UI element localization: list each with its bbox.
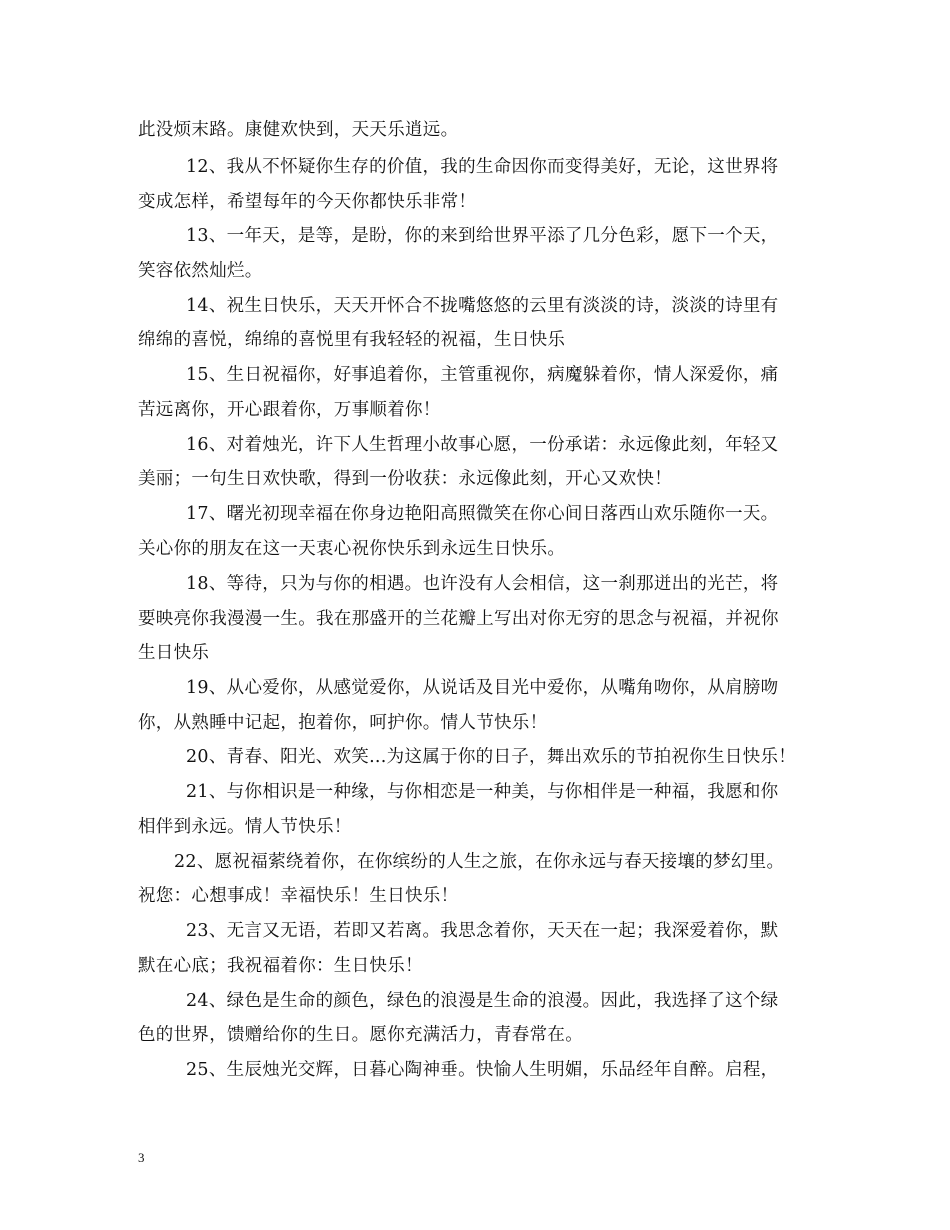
text-line: 苦远离你，开心跟着你，万事顺着你！	[138, 400, 441, 420]
text-line: 20、青春、阳光、欢笑...为这属于你的日子，舞出欢乐的节拍祝你生日快乐！	[186, 747, 797, 767]
text-line: 默在心底；我祝福着你：生日快乐！	[138, 956, 423, 976]
text-line: 14、祝生日快乐，天天开怀合不拢嘴悠悠的云里有淡淡的诗，淡淡的诗里有	[186, 296, 779, 316]
text-line: 你，从熟睡中记起，抱着你，呵护你。情人节快乐！	[138, 713, 548, 733]
text-line: 22、愿祝福萦绕着你，在你缤纷的人生之旅，在你永远与春天接壤的梦幻里。	[174, 852, 785, 872]
text-line: 17、曙光初现幸福在你身边艳阳高照微笑在你心间日落西山欢乐随你一天。	[186, 504, 779, 524]
text-line: 24、绿色是生命的颜色，绿色的浪漫是生命的浪漫。因此，我选择了这个绿	[186, 991, 779, 1011]
text-line: 19、从心爱你，从感觉爱你，从说话及目光中爱你，从嘴角吻你，从肩膀吻	[186, 678, 779, 698]
text-line: 要映亮你我漫漫一生。我在那盛开的兰花瓣上写出对你无穷的思念与祝福，并祝你	[138, 609, 779, 629]
text-line: 16、对着烛光，许下人生哲理小故事心愿，一份承诺：永远像此刻，年轻又	[186, 435, 779, 455]
text-line: 关心你的朋友在这一天衷心祝你快乐到永远生日快乐。	[138, 539, 566, 559]
text-line: 18、等待，只为与你的相遇。也许没有人会相信，这一刹那迸出的光芒，将	[186, 574, 779, 594]
text-line: 25、生辰烛光交辉，日暮心陶神垂。快愉人生明媚，乐品经年自醉。启程，	[186, 1060, 779, 1080]
text-line: 生日快乐	[138, 643, 210, 663]
text-line: 此没烦末路。康健欢快到，天天乐逍远。	[138, 120, 459, 140]
text-line: 美丽；一句生日欢快歌，得到一份收获：永远像此刻，开心又欢快！	[138, 469, 672, 489]
text-line: 21、与你相识是一种缘，与你相恋是一种美，与你相伴是一种福，我愿和你	[186, 782, 779, 802]
text-line: 23、无言又无语，若即又若离。我思念着你，天天在一起；我深爱着你，默	[186, 921, 779, 941]
text-line: 变成怎样，希望每年的今天你都快乐非常！	[138, 192, 477, 212]
text-line: 笑容依然灿烂。	[138, 261, 263, 281]
text-line: 色的世界，馈赠给你的生日。愿你充满活力，青春常在。	[138, 1025, 583, 1045]
text-line: 祝您：心想事成！幸福快乐！生日快乐！	[138, 886, 459, 906]
text-line: 绵绵的喜悦，绵绵的喜悦里有我轻轻的祝福，生日快乐	[138, 330, 566, 350]
text-line: 13、一年天，是等，是盼，你的来到给世界平添了几分色彩，愿下一个天，	[186, 226, 779, 246]
text-line: 相伴到永远。情人节快乐！	[138, 817, 352, 837]
text-line: 15、生日祝福你，好事追着你，主管重视你，病魔躲着你，情人深爱你，痛	[186, 365, 779, 385]
page-number: 3	[138, 1150, 145, 1165]
text-line: 12、我从不怀疑你生存的价值，我的生命因你而变得美好，无论，这世界将	[186, 157, 779, 177]
